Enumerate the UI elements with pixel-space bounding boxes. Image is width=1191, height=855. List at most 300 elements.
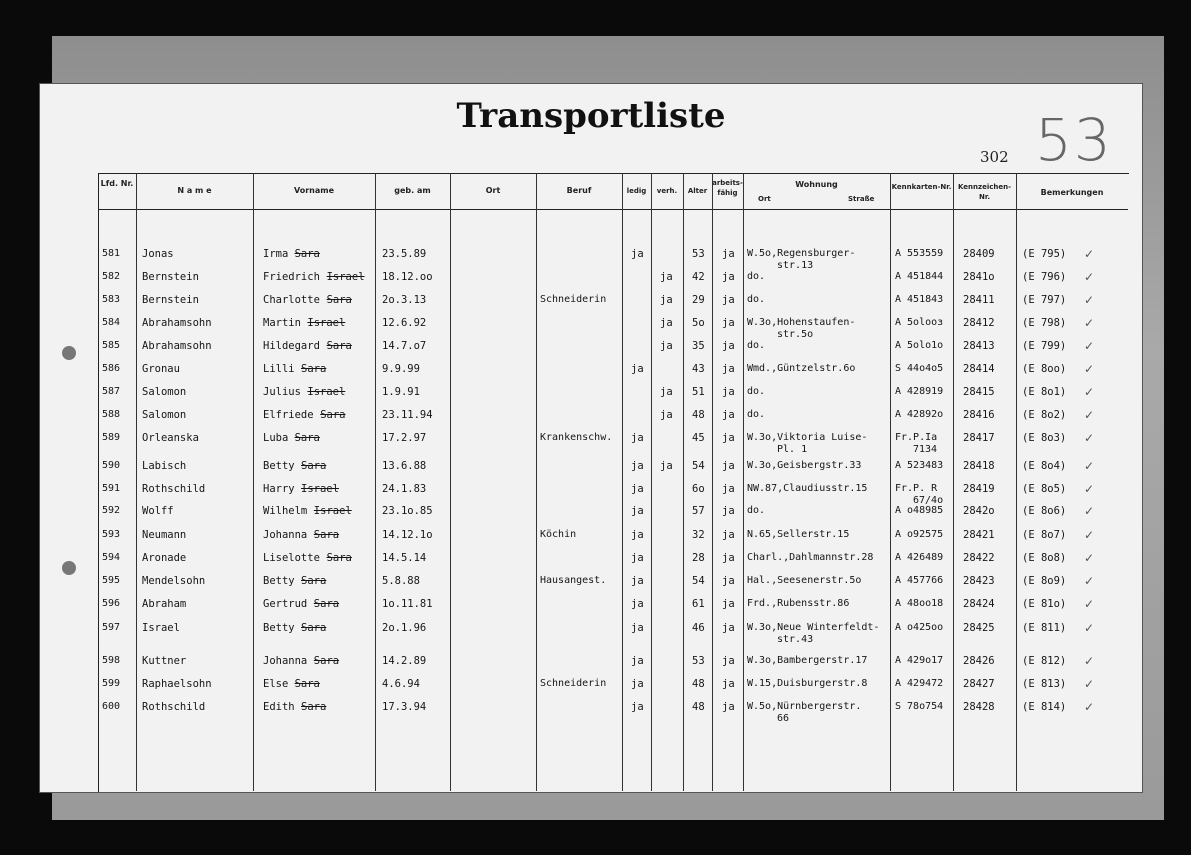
cell-kennz: 28421 <box>963 529 995 541</box>
cell-zusatzname: Sara <box>326 552 352 564</box>
cell-name: Mendelsohn <box>142 575 206 587</box>
cell-name: Israel <box>142 622 180 634</box>
cell-vorname: Irma <box>263 248 289 260</box>
cell-wohnung: W.5o,Regensburger- <box>747 248 856 259</box>
cell-ledig: ja <box>631 460 644 472</box>
cell-geb: 2o.1.96 <box>382 622 427 634</box>
cell-zusatzname: Israel <box>307 386 346 398</box>
cell-verh: ja <box>660 409 673 421</box>
cell-name: Abrahamsohn <box>142 317 212 329</box>
cell-arb: ja <box>722 622 735 634</box>
cell-ledig: ja <box>631 505 644 517</box>
cell-wohnung: W.3o,Bambergerstr.17 <box>747 655 868 666</box>
cell-alter: 35 <box>692 340 705 352</box>
col-divider <box>1016 173 1017 791</box>
header-wohnung: Wohnung <box>795 180 838 189</box>
cell-nr: 600 <box>102 701 121 712</box>
check-mark-icon: ✓ <box>1084 574 1095 588</box>
check-mark-icon: ✓ <box>1084 621 1095 635</box>
cell-verh: ja <box>660 460 673 472</box>
cell-kennz: 28416 <box>963 409 995 421</box>
header-wohnung-strasse: Straße <box>848 195 875 203</box>
cell-alter: 53 <box>692 248 705 260</box>
check-mark-icon: ✓ <box>1084 677 1095 691</box>
cell-bem: (E 8o1) <box>1022 386 1067 398</box>
cell-name: Wolff <box>142 505 174 517</box>
cell-kenn: A o92575 <box>895 529 944 540</box>
cell-ledig: ja <box>631 363 644 375</box>
cell-kennz: 28418 <box>963 460 995 472</box>
cell-kennz: 28422 <box>963 552 995 564</box>
cell-nr: 590 <box>102 460 121 471</box>
cell-nr: 599 <box>102 678 121 689</box>
cell-zusatzname: Sara <box>313 655 340 667</box>
header-bemerkungen: Bemerkungen <box>1040 188 1104 197</box>
cell-kenn: A 429472 <box>895 678 944 689</box>
cell-verh: ja <box>660 340 673 352</box>
cell-kenn: Fr.P.Ia <box>895 432 938 443</box>
cell-wohnung-line2: str.5o <box>777 329 814 340</box>
cell-name: Salomon <box>142 409 187 421</box>
cell-geb: 14.2.89 <box>382 655 427 667</box>
cell-geb: 1o.11.81 <box>382 598 433 610</box>
check-mark-icon: ✓ <box>1084 385 1095 399</box>
cell-bem: (E 8o5) <box>1022 483 1067 495</box>
cell-alter: 5o <box>692 317 705 329</box>
cell-vorname: Edith <box>263 701 295 713</box>
cell-nr: 593 <box>102 529 121 540</box>
cell-arb: ja <box>722 575 735 587</box>
cell-wohnung: do. <box>747 386 766 397</box>
check-mark-icon: ✓ <box>1084 597 1095 611</box>
cell-geb: 17.2.97 <box>382 432 427 444</box>
cell-arb: ja <box>722 271 735 283</box>
cell-kennz: 28413 <box>963 340 995 352</box>
cell-bem: (E 798) <box>1022 317 1067 329</box>
header-lfd-nr: Lfd. Nr. <box>100 179 134 188</box>
cell-arb: ja <box>722 248 735 260</box>
cell-vorname: Wilhelm <box>263 505 308 517</box>
cell-verh: ja <box>660 294 673 306</box>
cell-wohnung: Wmd.,Güntzelstr.6o <box>747 363 856 374</box>
page-number: 302 <box>980 148 1009 166</box>
cell-name: Raphaelsohn <box>142 678 212 690</box>
header-kennzeichen: Kennzeichen-Nr. <box>957 183 1011 201</box>
cell-alter: 48 <box>692 701 705 713</box>
cell-alter: 53 <box>692 655 705 667</box>
cell-alter: 29 <box>692 294 705 306</box>
cell-vorname: Luba <box>263 432 289 444</box>
cell-nr: 594 <box>102 552 121 563</box>
cell-geb: 17.3.94 <box>382 701 427 713</box>
cell-geb: 4.6.94 <box>382 678 420 690</box>
cell-vorname: Betty <box>263 460 295 472</box>
cell-arb: ja <box>722 340 735 352</box>
cell-ledig: ja <box>631 529 644 541</box>
cell-geb: 9.9.99 <box>382 363 420 375</box>
cell-bem: (E 8o3) <box>1022 432 1067 444</box>
cell-name: Abrahamsohn <box>142 340 212 352</box>
col-divider <box>375 173 376 791</box>
cell-beruf: Hausangest. <box>540 575 607 586</box>
cell-nr: 585 <box>102 340 121 351</box>
cell-zusatzname: Sara <box>301 622 327 634</box>
cell-alter: 57 <box>692 505 705 517</box>
cell-bem: (E 814) <box>1022 701 1067 713</box>
cell-kennz: 28425 <box>963 622 995 634</box>
document-title: Transportliste <box>456 96 726 136</box>
cell-alter: 51 <box>692 386 705 398</box>
cell-alter: 45 <box>692 432 705 444</box>
cell-bem: (E 8o2) <box>1022 409 1067 421</box>
cell-bem: (E 8oo) <box>1022 363 1067 375</box>
header-kennkarten: Kennkarten-Nr. <box>891 183 952 191</box>
cell-ledig: ja <box>631 248 644 260</box>
cell-vorname: Betty <box>263 622 295 634</box>
cell-arb: ja <box>722 294 735 306</box>
cell-alter: 48 <box>692 409 705 421</box>
cell-arb: ja <box>722 317 735 329</box>
cell-ledig: ja <box>631 598 644 610</box>
cell-name: Kuttner <box>142 655 187 667</box>
cell-zusatzname: Israel <box>313 505 352 517</box>
cell-kenn: A 457766 <box>895 575 944 586</box>
cell-zusatzname: Israel <box>307 317 346 329</box>
cell-kenn: A 42892o <box>895 409 944 420</box>
cell-zusatzname: Sara <box>301 363 327 375</box>
cell-wohnung: do. <box>747 271 766 282</box>
cell-wohnung: N.65,Sellerstr.15 <box>747 529 850 540</box>
cell-geb: 5.8.88 <box>382 575 420 587</box>
cell-bem: (E 796) <box>1022 271 1067 283</box>
cell-name: Aronade <box>142 552 187 564</box>
header-verh: verh. <box>656 187 678 195</box>
cell-kennz: 28423 <box>963 575 995 587</box>
cell-wohnung: do. <box>747 294 766 305</box>
cell-nr: 581 <box>102 248 121 259</box>
cell-bem: (E 8o4) <box>1022 460 1067 472</box>
cell-alter: 48 <box>692 678 705 690</box>
cell-zusatzname: Sara <box>294 248 320 260</box>
cell-vorname: Charlotte <box>263 294 320 306</box>
cell-alter: 28 <box>692 552 705 564</box>
check-mark-icon: ✓ <box>1084 654 1095 668</box>
col-divider <box>622 173 623 791</box>
cell-arb: ja <box>722 598 735 610</box>
cell-wohnung: Charl.,Dahlmannstr.28 <box>747 552 874 563</box>
cell-wohnung-line2: Pl. 1 <box>777 444 808 455</box>
cell-kenn: S 44o4o5 <box>895 363 944 374</box>
cell-kennz: 28409 <box>963 248 995 260</box>
check-mark-icon: ✓ <box>1084 316 1095 330</box>
check-mark-icon: ✓ <box>1084 408 1095 422</box>
cell-kenn: Fr.P. R <box>895 483 938 494</box>
header-vorname: Vorname <box>293 186 335 195</box>
cell-verh: ja <box>660 317 673 329</box>
col-divider <box>136 173 137 791</box>
cell-kennz: 28424 <box>963 598 995 610</box>
cell-arb: ja <box>722 655 735 667</box>
cell-kenn-line2: 67/4o <box>913 495 944 506</box>
cell-ledig: ja <box>631 701 644 713</box>
cell-beruf: Schneiderin <box>540 678 607 689</box>
col-divider <box>450 173 451 791</box>
cell-bem: (E 8o8) <box>1022 552 1067 564</box>
cell-kenn: A 451843 <box>895 294 944 305</box>
col-divider <box>651 173 652 791</box>
cell-vorname: Hildegard <box>263 340 320 352</box>
cell-geb: 23.1o.85 <box>382 505 433 517</box>
cell-nr: 583 <box>102 294 121 305</box>
cell-kenn: A o425oo <box>895 622 944 633</box>
check-mark-icon: ✓ <box>1084 247 1095 261</box>
cell-nr: 588 <box>102 409 121 420</box>
cell-nr: 592 <box>102 505 121 516</box>
cell-verh: ja <box>660 386 673 398</box>
cell-zusatzname: Israel <box>301 483 339 495</box>
cell-name: Rothschild <box>142 701 206 713</box>
cell-zusatzname: Sara <box>301 701 327 713</box>
check-mark-icon: ✓ <box>1084 293 1095 307</box>
cell-name: Salomon <box>142 386 187 398</box>
cell-wohnung: W.3o,Geisbergstr.33 <box>747 460 862 471</box>
cell-geb: 23.5.89 <box>382 248 427 260</box>
cell-geb: 14.7.o7 <box>382 340 427 352</box>
cell-geb: 1.9.91 <box>382 386 420 398</box>
cell-arb: ja <box>722 363 735 375</box>
cell-nr: 598 <box>102 655 121 666</box>
cell-kenn: A 426489 <box>895 552 944 563</box>
cell-wohnung: W.5o,Nürnbergerstr. <box>747 701 862 712</box>
cell-nr: 591 <box>102 483 121 494</box>
cell-kenn-line2: 7134 <box>913 444 938 455</box>
cell-kennz: 28415 <box>963 386 995 398</box>
cell-beruf: Köchin <box>540 529 577 540</box>
cell-geb: 14.12.1o <box>382 529 433 541</box>
cell-vorname: Julius <box>263 386 301 398</box>
cell-ledig: ja <box>631 678 644 690</box>
cell-wohnung-line2: str.43 <box>777 634 814 645</box>
cell-alter: 54 <box>692 460 705 472</box>
check-mark-icon: ✓ <box>1084 362 1095 376</box>
cell-alter: 32 <box>692 529 705 541</box>
cell-vorname: Betty <box>263 575 295 587</box>
cell-nr: 586 <box>102 363 121 374</box>
cell-bem: (E 8o6) <box>1022 505 1067 517</box>
cell-kenn: A o48985 <box>895 505 944 516</box>
punch-hole <box>62 346 76 360</box>
cell-alter: 6o <box>692 483 705 495</box>
cell-wohnung: W.3o,Hohenstaufen- <box>747 317 856 328</box>
header-alter: Alter <box>687 187 708 195</box>
cell-bem: (E 8o7) <box>1022 529 1067 541</box>
cell-vorname: Johanna <box>263 529 308 541</box>
cell-kennz: 28417 <box>963 432 995 444</box>
col-divider <box>712 173 713 791</box>
cell-ledig: ja <box>631 432 644 444</box>
cell-verh: ja <box>660 271 673 283</box>
cell-zusatzname: Sara <box>294 432 320 444</box>
col-divider <box>536 173 537 791</box>
cell-name: Jonas <box>142 248 174 260</box>
cell-zusatzname: Sara <box>313 529 340 541</box>
cell-geb: 24.1.83 <box>382 483 427 495</box>
check-mark-icon: ✓ <box>1084 270 1095 284</box>
cell-zusatzname: Sara <box>301 460 327 472</box>
check-mark-icon: ✓ <box>1084 551 1095 565</box>
cell-kenn: A 429o17 <box>895 655 944 666</box>
cell-geb: 12.6.92 <box>382 317 427 329</box>
cell-kennz: 2841o <box>963 271 995 283</box>
punch-hole <box>62 561 76 575</box>
header-geb-am: geb. am <box>394 186 431 195</box>
cell-name: Orleanska <box>142 432 199 444</box>
cell-kennz: 28428 <box>963 701 995 713</box>
cell-geb: 14.5.14 <box>382 552 427 564</box>
handwritten-number: 53 <box>1035 106 1113 174</box>
cell-wohnung: do. <box>747 409 766 420</box>
cell-bem: (E 799) <box>1022 340 1067 352</box>
col-divider <box>890 173 891 791</box>
header-arbeitsfaehig: arbeits-fähig <box>712 179 743 197</box>
header-ledig: ledig <box>626 187 647 195</box>
cell-beruf: Krankenschw. <box>540 432 613 443</box>
cell-zusatzname: Sara <box>313 598 340 610</box>
cell-kenn: A 48oo18 <box>895 598 944 609</box>
col-divider <box>253 173 254 791</box>
cell-vorname: Gertrud <box>263 598 308 610</box>
cell-nr: 597 <box>102 622 121 633</box>
cell-vorname: Johanna <box>263 655 308 667</box>
cell-vorname: Lilli <box>263 363 295 375</box>
cell-arb: ja <box>722 678 735 690</box>
cell-vorname: Martin <box>263 317 301 329</box>
cell-kenn: S 78o754 <box>895 701 944 712</box>
cell-nr: 595 <box>102 575 121 586</box>
cell-arb: ja <box>722 701 735 713</box>
cell-wohnung: do. <box>747 340 766 351</box>
cell-name: Abraham <box>142 598 187 610</box>
cell-kenn: A 451844 <box>895 271 944 282</box>
cell-kenn: A 5olooз <box>895 317 944 328</box>
cell-arb: ja <box>722 460 735 472</box>
cell-zusatzname: Sara <box>320 409 346 421</box>
cell-nr: 582 <box>102 271 121 282</box>
cell-vorname: Harry <box>263 483 295 495</box>
cell-arb: ja <box>722 386 735 398</box>
cell-wohnung: Frd.,Rubensstr.86 <box>747 598 850 609</box>
cell-name: Bernstein <box>142 271 199 283</box>
cell-geb: 23.11.94 <box>382 409 433 421</box>
cell-alter: 61 <box>692 598 705 610</box>
cell-kennz: 28412 <box>963 317 995 329</box>
cell-wohnung: do. <box>747 505 766 516</box>
header-name: N a m e <box>177 186 212 195</box>
cell-wohnung: W.15,Duisburgerstr.8 <box>747 678 868 689</box>
cell-ledig: ja <box>631 483 644 495</box>
cell-geb: 13.6.88 <box>382 460 427 472</box>
cell-kennz: 2842o <box>963 505 995 517</box>
check-mark-icon: ✓ <box>1084 700 1095 714</box>
cell-name: Labisch <box>142 460 187 472</box>
cell-nr: 584 <box>102 317 121 328</box>
cell-arb: ja <box>722 483 735 495</box>
header-wohnung-ort: Ort <box>758 195 771 203</box>
cell-kennz: 28414 <box>963 363 995 375</box>
document-sheet <box>40 84 1142 792</box>
cell-nr: 587 <box>102 386 121 397</box>
cell-nr: 589 <box>102 432 121 443</box>
cell-name: Neumann <box>142 529 187 541</box>
cell-bem: (E 813) <box>1022 678 1067 690</box>
cell-bem: (E 797) <box>1022 294 1067 306</box>
cell-vorname: Else <box>263 678 289 690</box>
col-divider <box>743 173 744 791</box>
cell-nr: 596 <box>102 598 121 609</box>
cell-alter: 43 <box>692 363 705 375</box>
cell-kenn: A 5olo1o <box>895 340 944 351</box>
check-mark-icon: ✓ <box>1084 459 1095 473</box>
col-divider <box>683 173 684 791</box>
cell-zusatzname: Sara <box>294 678 320 690</box>
cell-bem: (E 795) <box>1022 248 1067 260</box>
cell-zusatzname: Sara <box>326 294 352 306</box>
cell-kennz: 28419 <box>963 483 995 495</box>
header-beruf: Beruf <box>566 186 592 195</box>
cell-ledig: ja <box>631 622 644 634</box>
cell-wohnung-line2: str.13 <box>777 260 814 271</box>
cell-wohnung-line2: 66 <box>777 713 790 724</box>
cell-name: Bernstein <box>142 294 199 306</box>
cell-wohnung: NW.87,Claudiusstr.15 <box>747 483 868 494</box>
cell-vorname: Friedrich <box>263 271 320 283</box>
cell-kennz: 28427 <box>963 678 995 690</box>
cell-wohnung: W.3o,Viktoria Luise- <box>747 432 868 443</box>
cell-arb: ja <box>722 432 735 444</box>
cell-ledig: ja <box>631 575 644 587</box>
cell-geb: 18.12.oo <box>382 271 433 283</box>
cell-vorname: Elfriede <box>263 409 314 421</box>
cell-zusatzname: Sara <box>301 575 327 587</box>
cell-bem: (E 812) <box>1022 655 1067 667</box>
cell-kenn: A 523483 <box>895 460 944 471</box>
check-mark-icon: ✓ <box>1084 482 1095 496</box>
cell-alter: 46 <box>692 622 705 634</box>
cell-zusatzname: Israel <box>326 271 365 283</box>
cell-bem: (E 811) <box>1022 622 1067 634</box>
check-mark-icon: ✓ <box>1084 528 1095 542</box>
cell-alter: 54 <box>692 575 705 587</box>
cell-geb: 2o.3.13 <box>382 294 427 306</box>
cell-kenn: A 553559 <box>895 248 944 259</box>
cell-kennz: 28411 <box>963 294 995 306</box>
header-ort: Ort <box>485 186 501 195</box>
cell-vorname: Liselotte <box>263 552 320 564</box>
cell-arb: ja <box>722 552 735 564</box>
cell-ledig: ja <box>631 552 644 564</box>
cell-alter: 42 <box>692 271 705 283</box>
cell-bem: (E 81o) <box>1022 598 1067 610</box>
cell-wohnung: Hal.,Seesenerstr.5o <box>747 575 862 586</box>
cell-beruf: Schneiderin <box>540 294 607 305</box>
check-mark-icon: ✓ <box>1084 431 1095 445</box>
cell-arb: ja <box>722 529 735 541</box>
cell-arb: ja <box>722 409 735 421</box>
cell-zusatzname: Sara <box>326 340 352 352</box>
cell-ledig: ja <box>631 655 644 667</box>
cell-wohnung: W.3o,Neue Winterfeldt- <box>747 622 880 633</box>
check-mark-icon: ✓ <box>1084 504 1095 518</box>
